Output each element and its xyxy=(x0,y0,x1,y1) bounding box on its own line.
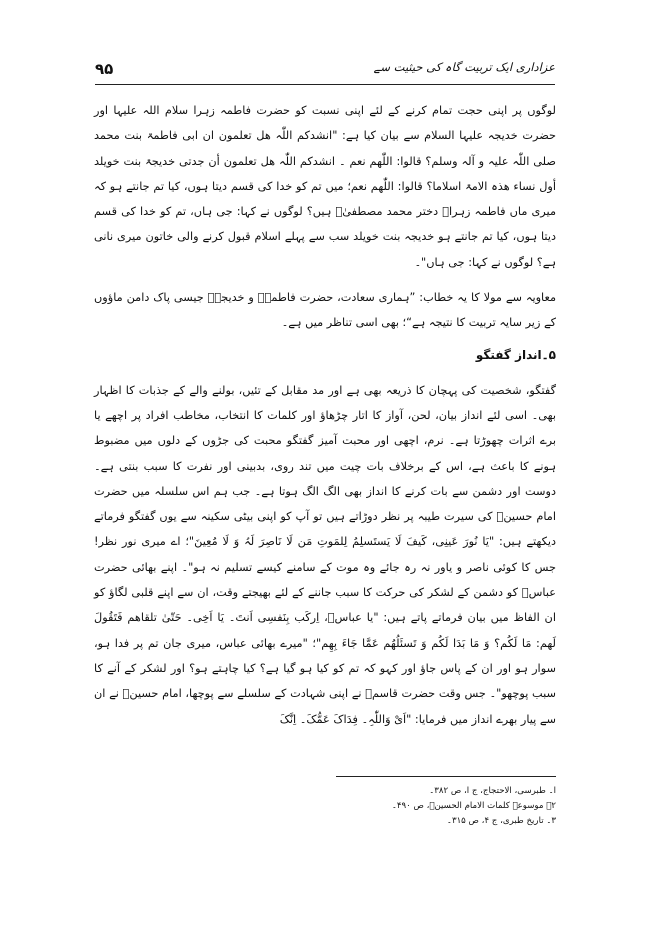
header-divider xyxy=(95,84,555,85)
footnote-divider xyxy=(336,776,556,777)
section-heading: ۵۔انداز گفتگو xyxy=(475,347,556,362)
paragraph: لوگوں پر اپنی حجت تمام کرنے کے لئے اپنی نسبت کو حضرت فاطمہ زہرا سلام اللہ علیہا اور حضرت خدیجہ علیہا السلام سے بیان کیا ہے: "انشدکم اللّٰہ ھل تعلمون ان ابی فاطمۃ بنت محمد صلی اللّٰہ علیہ و آلہ وسلم؟ قالوا: اللّٰھم نعم ۔ انشدکم اللّٰہ ھل تعلمون أن جدتی خدیجۃ بنت خویلد أول نساء ھذہ الامۃ اسلاما؟ قالوا: اللّٰھم نعم؛ میں تم کو خدا کی قسم دیتا ہوں، کیا تم جانتے ہو کہ میری ماں فاطمہ زہراؑ دختر محمد مصطفیٰؐ ہیں؟ لوگوں نے کہا: جی ہاں، تم کو خدا کی قسم دیتا ہوں، کیا تم جانتے ہو خدیجہ بنت خویلد سب سے پہلے اسلام قبول کرنے والی خاتون میری نانی ہے؟ لوگوں نے کہا: جی ہاں"۔ xyxy=(94,104,556,269)
footnote: ۲۔ موسوعۃ کلمات الامام الحسینؑ، ص ۴۹۰۔ xyxy=(391,801,556,811)
page-number: ۹۵ xyxy=(95,60,114,78)
paragraph: معاویہ سے مولا کا یہ خطاب: ”ہماری سعادت، حضرت فاطمہؑ و خدیجہؑ جیسی پاک دامن ماؤوں کے زیر سایہ تربیت کا نتیجہ ہے“؛ بھی اسی تناظر میں ہے۔ xyxy=(94,291,556,330)
body-text xyxy=(94,98,556,732)
footnotes xyxy=(94,784,556,829)
running-title: عزاداری ایک تربیت گاہ کی حیثیت سے xyxy=(373,60,555,74)
footnote: ا۔ طبرسی، الاحتجاج، ج ا، ص ۳۸۲۔ xyxy=(429,786,556,796)
running-header xyxy=(95,60,555,84)
footnote: ۳۔ تاریخ طبری، ج ۴، ص ۳۱۵۔ xyxy=(446,816,556,826)
paragraph: گفتگو، شخصیت کی پہچان کا ذریعہ بھی ہے اور مد مقابل کے تئیں، بولنے والے کے جذبات کا اظہار بھی۔ اسی لئے انداز بیان، لحن، آواز کا اتار چڑھاؤ اور کلمات کا انتخاب، مخاطب افراد پر اچھے یا برے اثرات چھوڑتا ہے۔ نرم، اچھی اور محبت آمیز گفتگو محبت کی جڑوں کے دلوں میں مضبوط ہونے کا باعث ہے، اس کے برخلاف بات چیت میں تند روی، بدبینی اور نفرت کا سبب بنتی ہے۔ دوست اور دشمن سے بات کرنے کا انداز بھی الگ الگ ہوتا ہے۔ جب ہم اس سلسلہ میں حضرت امام حسینؑ کی سیرت طیبہ پر نظر دوڑاتے ہیں تو آپ کو اپنی بیٹی سکینہ سے یوں گفتگو فرماتے دیکھتے ہیں: "یَا نُورَ عَینِی، کَیفَ لَا یَستَسلِمُ لِلمَوتِ مَن لَا نَاصِرَ لَہُ وَ لَا مُعِینَ"؛ اے میری نور نظر! جس کا کوئی ناصر و یاور نہ رہ جائے وہ موت کے سامنے کیسے تسلیم نہ ہو"۔ اپنے بھائی حضرت عباسؑ کو دشمن کے لشکر کی حرکت کا سبب جاننے کے لئے بھیجتے وقت، ان سے اپنے قلبی لگاؤ کو ان الفاظ میں بیان فرماتے پاتے ہیں: "یا عباسؑ، اِرکَب بِنَفسِی اَنتَ۔ یَا اَخِی۔ حَتّیٰ تلقاھم فَتَقُولَ لَھم: مَا لَکُم؟ وَ مَا بَدَا لَکُم وَ تَسئَلُھُم عَمَّا جَاءَ بِھِم"؛ "میرے بھائی عباس، میری جان تم پر فدا ہو، سوار ہو اور ان کے پاس جاؤ اور کہو کہ تم کو کیا ہو گیا ہے؟ کیا چاہتے ہو؟ اور لشکر کے آنے کا سبب پوچھو"۔ جس وقت حضرت قاسمؑ نے اپنی شہادت کے سلسلے سے پوچھا، امام حسینؑ نے ان سے پیار بھرے انداز میں فرمایا: "اَیْ وَاللّٰہِ۔ فِدَاکَ عَمُّکَ۔ اِنَّکَ xyxy=(94,383,556,726)
